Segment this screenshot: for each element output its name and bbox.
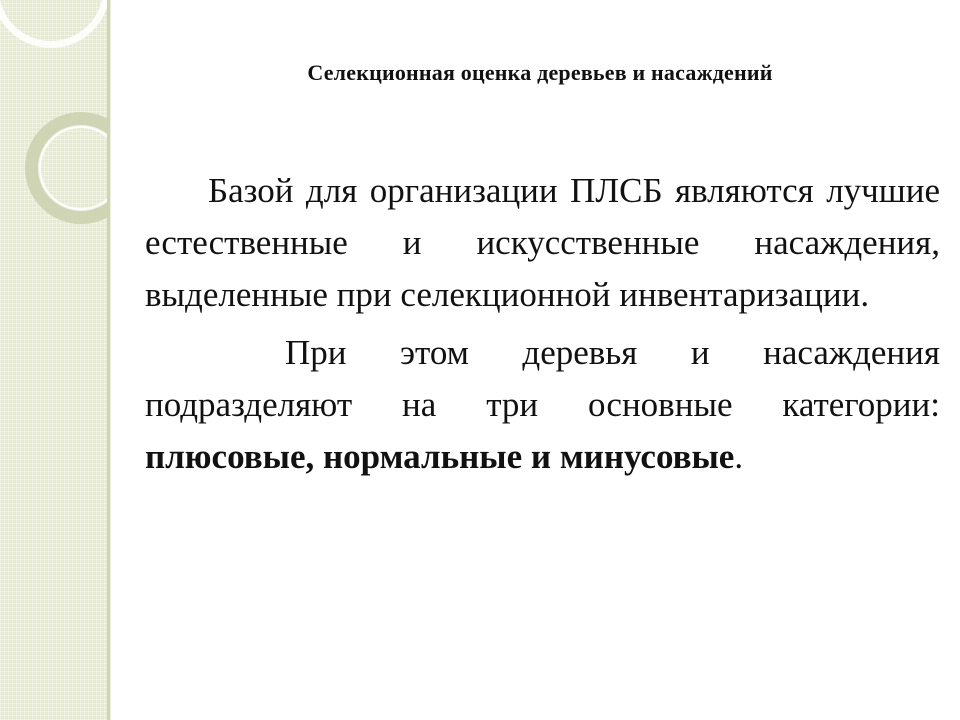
slide-title: Селекционная оценка деревьев и насаждений [307, 60, 773, 85]
paragraph-base: Базой для организации ПЛСБ являются лучшие естественные и искусственные насаждения, выделенные при селекционной инвентаризации. [145, 171, 940, 314]
paragraph-categories [145, 327, 940, 483]
side-band-edge-highlight [110, 0, 111, 720]
categories-bold-text: плюсовые, нормальные и минусовые [145, 437, 735, 476]
slide-body [145, 165, 940, 489]
categories-end-period: . [734, 437, 744, 476]
decorative-side-band [0, 0, 107, 720]
categories-intro-text: При этом деревья и насаждения подразделяют на три основные категории: [145, 333, 940, 424]
decorative-ring-top [0, 0, 107, 48]
